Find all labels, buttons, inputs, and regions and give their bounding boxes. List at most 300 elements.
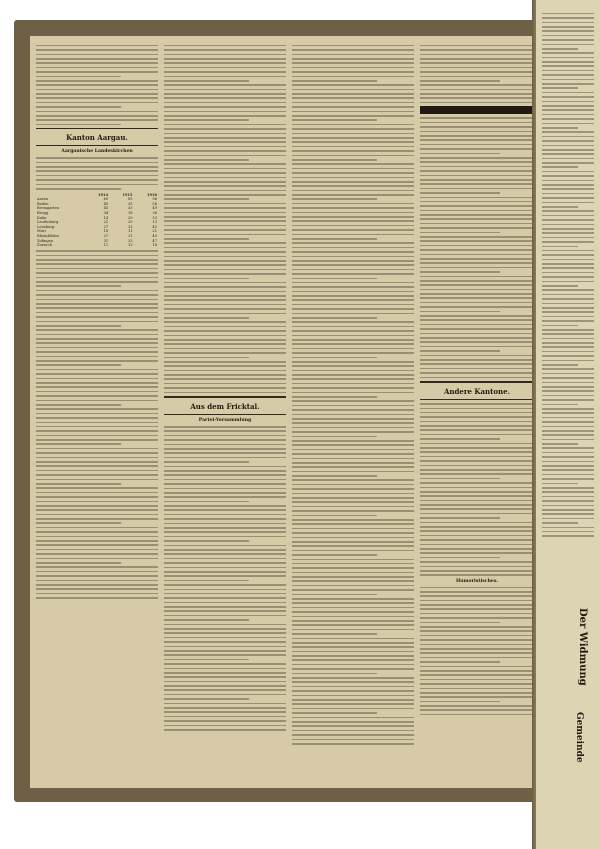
text-line [542, 193, 594, 195]
text-line [36, 518, 158, 520]
text-line [292, 677, 414, 679]
text-line [292, 242, 414, 244]
text-line [420, 205, 534, 207]
text-line [36, 351, 158, 353]
text-line [36, 347, 158, 349]
text-line [542, 452, 594, 454]
text-line [164, 76, 286, 78]
table-cell: 18 [152, 243, 157, 248]
text-line [292, 181, 414, 183]
text-line [292, 256, 414, 258]
text-line [420, 539, 534, 541]
text-line [420, 102, 534, 104]
text-line [420, 657, 534, 659]
text-line [420, 438, 500, 440]
text-line [420, 403, 534, 405]
body-text-lines [36, 250, 158, 598]
text-line [292, 594, 377, 596]
text-line [542, 456, 594, 458]
adjacent-page-label: Gemeinde [574, 712, 584, 763]
text-line [542, 74, 594, 76]
table-header-cell: 1915 [122, 192, 133, 197]
text-line [420, 416, 534, 418]
text-line [164, 124, 286, 126]
text-line [292, 471, 414, 473]
text-line [420, 561, 534, 563]
text-line [164, 637, 286, 639]
text-line [36, 540, 158, 542]
text-line [292, 71, 414, 73]
text-line [164, 628, 286, 630]
text-line [292, 269, 414, 271]
text-line [292, 264, 414, 266]
text-line [164, 317, 249, 319]
text-line [164, 435, 286, 437]
text-line [36, 496, 158, 498]
text-line [420, 315, 534, 317]
text-line [420, 175, 534, 177]
text-line [36, 413, 158, 415]
table-cell: Lenzburg [37, 224, 55, 229]
boxed-notice [420, 106, 534, 114]
text-line [164, 540, 249, 542]
text-line [36, 514, 158, 516]
text-line [164, 242, 286, 244]
text-line [36, 325, 121, 327]
text-line [36, 544, 158, 546]
text-line [164, 58, 286, 60]
text-line [542, 22, 594, 24]
table-cell: 18 [127, 211, 133, 216]
text-line [164, 115, 286, 117]
text-line [164, 562, 286, 564]
text-line [542, 421, 594, 423]
text-line [36, 290, 158, 292]
table-cell: 33 [127, 224, 133, 229]
text-line [542, 483, 578, 485]
text-line [164, 247, 286, 249]
table-cell: 49 [152, 206, 157, 211]
text-line [164, 137, 286, 139]
text-line [292, 313, 414, 315]
text-line [542, 250, 594, 252]
text-line [164, 168, 286, 170]
text-line [164, 352, 286, 354]
text-line [164, 278, 249, 280]
text-line [420, 276, 534, 278]
text-line [542, 259, 594, 261]
text-line [420, 456, 534, 458]
text-line [542, 535, 594, 537]
text-line [542, 87, 578, 89]
table-cell: Baden [37, 201, 49, 206]
text-line [542, 65, 594, 67]
text-line [420, 465, 534, 467]
text-line [542, 57, 594, 59]
text-line [420, 644, 534, 646]
text-line [420, 232, 500, 234]
text-line [36, 360, 158, 362]
text-line [36, 329, 158, 331]
text-line [164, 444, 286, 446]
text-line [164, 286, 286, 288]
text-line [292, 703, 414, 705]
table-cell: 11 [103, 243, 109, 248]
text-line [292, 712, 377, 714]
text-line [292, 559, 414, 561]
text-line [164, 711, 286, 713]
text-line [542, 373, 594, 375]
text-line [164, 567, 286, 569]
text-line [542, 127, 578, 129]
table-cell: 13 [127, 243, 133, 248]
text-line [292, 97, 414, 99]
text-line [542, 522, 578, 524]
text-line [292, 89, 414, 91]
text-line [164, 190, 286, 192]
text-line [292, 194, 414, 196]
text-line [292, 523, 414, 525]
table-cell: 33 [127, 206, 133, 211]
text-line [292, 282, 414, 284]
text-line [36, 474, 158, 476]
text-line [36, 566, 158, 568]
text-line [164, 133, 286, 135]
text-line [292, 743, 414, 745]
text-line [542, 123, 594, 125]
text-line [292, 155, 414, 157]
text-line [542, 188, 594, 190]
text-line [542, 465, 594, 467]
text-line [292, 717, 414, 719]
text-line [164, 452, 286, 454]
table-cell: 35 [127, 201, 133, 206]
text-line [292, 207, 414, 209]
table-cell: 27 [103, 233, 109, 238]
text-line [292, 620, 414, 622]
text-line [542, 13, 594, 15]
text-line [36, 430, 158, 432]
text-line [36, 277, 158, 279]
body-text-lines [292, 45, 414, 745]
text-line [420, 639, 534, 641]
text-line [164, 483, 286, 485]
text-line [164, 106, 286, 108]
text-line [542, 254, 594, 256]
text-line [36, 395, 158, 397]
text-line [292, 708, 414, 710]
text-line [420, 58, 534, 60]
text-line [292, 387, 414, 389]
text-line [164, 163, 286, 165]
text-line [542, 26, 594, 28]
text-line [542, 487, 594, 489]
text-line [542, 140, 594, 142]
table-cell: Bremgarten [37, 206, 59, 211]
text-line [542, 325, 578, 327]
text-line [36, 378, 158, 380]
text-line [164, 672, 286, 674]
text-line [542, 35, 594, 37]
text-line [420, 148, 534, 150]
text-line [542, 478, 594, 480]
text-line [36, 439, 158, 441]
text-line [420, 595, 534, 597]
text-line [420, 337, 534, 339]
text-line [164, 392, 286, 394]
text-line [164, 264, 286, 266]
table-cell: 33 [127, 238, 133, 243]
text-line [542, 461, 594, 463]
text-line [420, 183, 534, 185]
text-line [164, 304, 286, 306]
text-line [420, 692, 534, 694]
adjacent-page-text [542, 10, 594, 540]
text-line [164, 571, 286, 573]
text-line [164, 505, 286, 507]
text-line [36, 553, 158, 555]
text-line [292, 681, 414, 683]
text-line [420, 535, 534, 537]
text-line [292, 695, 414, 697]
text-line [420, 469, 534, 471]
text-line [292, 664, 414, 666]
text-line [542, 131, 594, 133]
text-line [36, 487, 158, 489]
text-line [164, 606, 286, 608]
table-cell: 56 [152, 201, 157, 206]
table-cell: 45 [103, 206, 109, 211]
text-line [36, 448, 158, 450]
text-line [292, 216, 414, 218]
text-line [164, 387, 286, 389]
text-line [420, 139, 534, 141]
text-line [420, 517, 500, 519]
text-line [292, 589, 414, 591]
text-line [164, 291, 286, 293]
text-line [420, 482, 534, 484]
text-line [420, 447, 534, 449]
table-cell: 31 [103, 238, 109, 243]
text-line [164, 229, 286, 231]
text-line [164, 602, 286, 604]
body-text-lines [420, 587, 534, 716]
text-line [164, 84, 286, 86]
text-line [36, 307, 158, 309]
text-line [36, 299, 158, 301]
text-line [542, 491, 594, 493]
text-line [420, 192, 500, 194]
text-line [292, 374, 414, 376]
text-line [292, 629, 414, 631]
text-line [164, 689, 286, 691]
text-line [164, 703, 286, 705]
text-line [164, 553, 286, 555]
text-line [164, 256, 286, 258]
text-line [420, 683, 534, 685]
text-line [164, 348, 286, 350]
text-line [420, 652, 534, 654]
text-line [542, 395, 594, 397]
text-line [420, 495, 534, 497]
text-line [292, 198, 377, 200]
text-line [420, 297, 534, 299]
text-line [164, 531, 286, 533]
text-line [542, 149, 594, 151]
text-line [164, 725, 286, 727]
text-line [420, 526, 534, 528]
text-line [542, 61, 594, 63]
text-line [420, 368, 534, 370]
text-line [542, 316, 594, 318]
text-line [292, 45, 414, 47]
text-line [292, 567, 414, 569]
text-line [542, 412, 594, 414]
text-line [164, 172, 286, 174]
text-line [164, 269, 286, 271]
text-line [420, 617, 534, 619]
text-line [292, 739, 414, 741]
text-line [420, 557, 500, 559]
text-line [292, 343, 414, 345]
text-line [164, 308, 286, 310]
text-line [542, 527, 594, 529]
text-line [420, 630, 534, 632]
text-line [292, 185, 414, 187]
text-line [542, 197, 594, 199]
text-line [292, 690, 414, 692]
text-line [542, 298, 594, 300]
text-line [292, 335, 414, 337]
text-line [542, 109, 594, 111]
table-cell: 29 [127, 215, 133, 220]
text-line [542, 39, 594, 41]
text-line [420, 701, 500, 703]
text-line [292, 572, 414, 574]
text-line [542, 96, 594, 98]
text-line [292, 203, 414, 205]
text-line [420, 522, 534, 524]
text-line [542, 518, 594, 520]
text-line [164, 479, 286, 481]
table-cell: 27 [103, 224, 109, 229]
text-line [420, 93, 534, 95]
text-line [420, 451, 534, 453]
text-line [292, 602, 414, 604]
text-line [420, 661, 500, 663]
text-line [542, 210, 594, 212]
text-line [36, 461, 158, 463]
text-line [164, 641, 286, 643]
humor-label: Humoristisches. [455, 578, 499, 584]
text-line [164, 97, 286, 99]
text-line [542, 386, 594, 388]
text-line [420, 302, 534, 304]
text-line [164, 610, 286, 612]
text-line [420, 236, 534, 238]
text-line [292, 462, 414, 464]
text-line [36, 522, 121, 524]
table-cell: 21 [152, 229, 157, 234]
text-line [36, 281, 158, 283]
text-line [420, 126, 534, 128]
text-line [292, 453, 414, 455]
text-line [292, 405, 414, 407]
text-line [542, 307, 594, 309]
text-line [164, 212, 286, 214]
text-line [292, 133, 414, 135]
text-line [420, 201, 534, 203]
text-line [292, 624, 414, 626]
text-line [292, 220, 414, 222]
text-line [164, 62, 286, 64]
text-line [542, 434, 594, 436]
text-line [292, 730, 414, 732]
table-cell: Kulm [37, 215, 47, 220]
text-line [420, 240, 534, 242]
text-line [292, 686, 414, 688]
text-line [164, 321, 286, 323]
section-heading: Kanton Aargau. [66, 133, 128, 143]
text-line [164, 111, 286, 113]
table-cell: 49 [103, 201, 109, 206]
text-line [164, 71, 286, 73]
text-line [542, 202, 594, 204]
text-line [542, 320, 594, 322]
text-line [292, 317, 377, 319]
text-line [292, 598, 414, 600]
text-line [542, 215, 594, 217]
text-line [292, 642, 414, 644]
newspaper-page [30, 36, 540, 788]
text-line [542, 246, 578, 248]
text-line [292, 659, 414, 661]
text-line [292, 137, 414, 139]
text-line [36, 549, 158, 551]
text-line [420, 293, 534, 295]
text-line [542, 162, 594, 164]
text-line [420, 67, 534, 69]
text-line [420, 166, 534, 168]
text-line [420, 530, 534, 532]
text-line [164, 216, 286, 218]
text-line [420, 157, 534, 159]
text-line [420, 513, 534, 515]
text-line [36, 509, 158, 511]
text-line [292, 528, 414, 530]
text-line [36, 386, 158, 388]
text-line [36, 334, 158, 336]
text-line [420, 324, 534, 326]
text-line [542, 136, 594, 138]
table-cell: 96 [152, 197, 157, 202]
text-line [164, 361, 286, 363]
text-line [542, 92, 594, 94]
text-line [420, 80, 500, 82]
text-line [292, 585, 414, 587]
text-line [164, 457, 286, 459]
text-line [542, 48, 578, 50]
text-line [420, 214, 534, 216]
text-line [542, 206, 578, 208]
text-line [542, 263, 594, 265]
text-line [164, 225, 286, 227]
text-line [420, 487, 534, 489]
text-line [542, 285, 578, 287]
text-line [420, 333, 534, 335]
text-line [164, 374, 286, 376]
table-cell: 47 [152, 238, 157, 243]
